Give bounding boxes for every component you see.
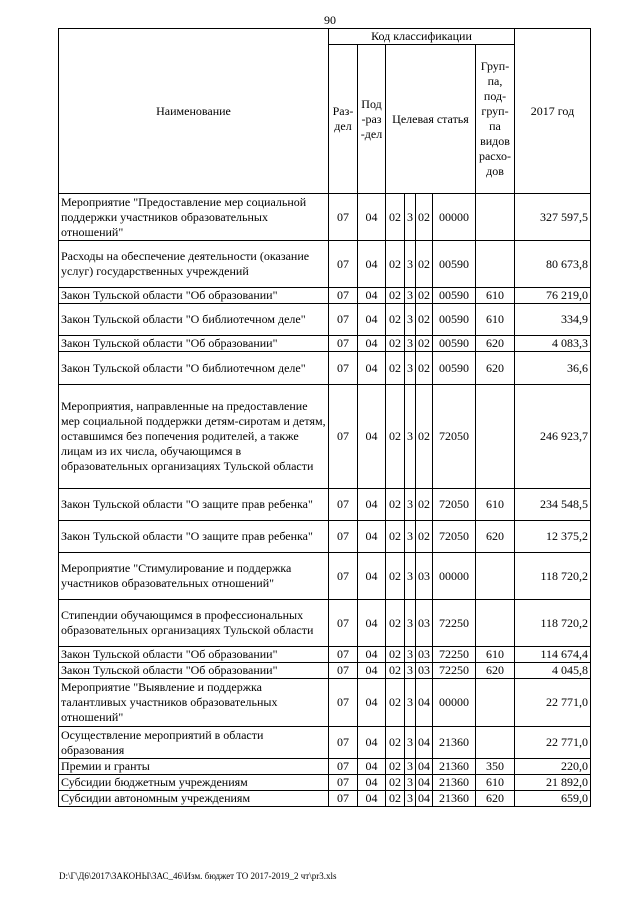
row-razdel: 07 xyxy=(329,759,358,775)
header-podrazdel-text: Под-раз-дел xyxy=(360,96,383,141)
row-target-type: 3 xyxy=(405,775,416,791)
row-target-direction: 00590 xyxy=(433,304,476,336)
row-target-direction: 21360 xyxy=(433,791,476,807)
table-row xyxy=(59,194,591,241)
row-razdel: 07 xyxy=(329,288,358,304)
row-podrazdel: 04 xyxy=(358,759,386,775)
table-row xyxy=(59,663,591,679)
row-target-program: 02 xyxy=(386,241,405,288)
row-podrazdel: 04 xyxy=(358,241,386,288)
row-target-program: 02 xyxy=(386,489,405,521)
row-sum: 21 892,0 xyxy=(515,775,591,791)
header-code: Код классификации xyxy=(329,29,515,45)
row-podrazdel: 04 xyxy=(358,489,386,521)
row-name: Расходы на обеспечение деятельности (оказание услуг) государственных учреждений xyxy=(59,241,329,288)
row-name: Мероприятие "Стимулирование и поддержка участников образовательных отношений" xyxy=(59,553,329,600)
row-target-type: 3 xyxy=(405,791,416,807)
row-target-direction: 21360 xyxy=(433,775,476,791)
row-podrazdel: 04 xyxy=(358,288,386,304)
row-name: Мероприятие "Предоставление мер социальной поддержки участников образовательных отношений" xyxy=(59,194,329,241)
row-group: 350 xyxy=(476,759,515,775)
row-sum: 246 923,7 xyxy=(515,385,591,489)
row-target-type: 3 xyxy=(405,304,416,336)
row-target-event: 02 xyxy=(416,385,433,489)
row-group xyxy=(476,553,515,600)
header-podrazdel xyxy=(358,45,386,194)
row-podrazdel: 04 xyxy=(358,647,386,663)
budget-table xyxy=(58,28,591,807)
row-sum: 234 548,5 xyxy=(515,489,591,521)
row-razdel: 07 xyxy=(329,194,358,241)
row-razdel: 07 xyxy=(329,647,358,663)
row-name: Мероприятия, направленные на предоставление мер социальной поддержки детям-сиротам и детям, оставшимся без попечения родителей, а также лицам из их числа, обучающимся в образовательных организациях Тульской области xyxy=(59,385,329,489)
row-target-event: 02 xyxy=(416,336,433,352)
row-group: 620 xyxy=(476,352,515,385)
table-row xyxy=(59,352,591,385)
row-target-type: 3 xyxy=(405,288,416,304)
row-razdel: 07 xyxy=(329,521,358,553)
row-podrazdel: 04 xyxy=(358,385,386,489)
row-target-event: 04 xyxy=(416,775,433,791)
row-target-type: 3 xyxy=(405,194,416,241)
table-row xyxy=(59,489,591,521)
row-group xyxy=(476,727,515,759)
row-target-type: 3 xyxy=(405,521,416,553)
row-target-event: 02 xyxy=(416,352,433,385)
row-target-direction: 00000 xyxy=(433,553,476,600)
row-group: 610 xyxy=(476,304,515,336)
row-target-event: 04 xyxy=(416,679,433,727)
row-sum: 118 720,2 xyxy=(515,600,591,647)
row-podrazdel: 04 xyxy=(358,304,386,336)
row-name: Закон Тульской области "Об образовании" xyxy=(59,647,329,663)
row-target-event: 03 xyxy=(416,663,433,679)
row-target-program: 02 xyxy=(386,791,405,807)
row-target-event: 02 xyxy=(416,194,433,241)
row-sum: 76 219,0 xyxy=(515,288,591,304)
row-sum: 114 674,4 xyxy=(515,647,591,663)
row-group xyxy=(476,385,515,489)
row-target-event: 02 xyxy=(416,241,433,288)
row-target-event: 03 xyxy=(416,553,433,600)
row-target-direction: 21360 xyxy=(433,759,476,775)
row-target-program: 02 xyxy=(386,352,405,385)
row-razdel: 07 xyxy=(329,304,358,336)
row-name: Закон Тульской области "О библиотечном деле" xyxy=(59,352,329,385)
row-target-direction: 72050 xyxy=(433,385,476,489)
row-name: Осуществление мероприятий в области образования xyxy=(59,727,329,759)
row-target-type: 3 xyxy=(405,352,416,385)
row-razdel: 07 xyxy=(329,385,358,489)
row-target-type: 3 xyxy=(405,336,416,352)
row-target-program: 02 xyxy=(386,663,405,679)
row-name: Субсидии автономным учреждениям xyxy=(59,791,329,807)
row-sum: 12 375,2 xyxy=(515,521,591,553)
row-sum: 659,0 xyxy=(515,791,591,807)
row-podrazdel: 04 xyxy=(358,352,386,385)
row-target-event: 02 xyxy=(416,288,433,304)
page-number: 90 xyxy=(324,13,336,27)
row-target-type: 3 xyxy=(405,385,416,489)
row-group: 620 xyxy=(476,791,515,807)
row-target-type: 3 xyxy=(405,663,416,679)
row-name: Закон Тульской области "О библиотечном деле" xyxy=(59,304,329,336)
row-target-type: 3 xyxy=(405,600,416,647)
row-target-program: 02 xyxy=(386,304,405,336)
table-row xyxy=(59,679,591,727)
row-target-program: 02 xyxy=(386,727,405,759)
row-target-direction: 72250 xyxy=(433,600,476,647)
row-group: 610 xyxy=(476,647,515,663)
row-target-event: 04 xyxy=(416,727,433,759)
row-target-program: 02 xyxy=(386,679,405,727)
row-name: Закон Тульской области "Об образовании" xyxy=(59,336,329,352)
row-sum: 118 720,2 xyxy=(515,553,591,600)
row-target-type: 3 xyxy=(405,489,416,521)
row-target-event: 04 xyxy=(416,759,433,775)
row-target-direction: 00590 xyxy=(433,241,476,288)
row-target-direction: 00590 xyxy=(433,336,476,352)
row-razdel: 07 xyxy=(329,241,358,288)
table-row xyxy=(59,727,591,759)
row-name: Закон Тульской области "Об образовании" xyxy=(59,288,329,304)
row-target-direction: 00000 xyxy=(433,194,476,241)
row-razdel: 07 xyxy=(329,727,358,759)
row-target-type: 3 xyxy=(405,553,416,600)
row-target-type: 3 xyxy=(405,647,416,663)
row-group: 610 xyxy=(476,489,515,521)
table-row xyxy=(59,791,591,807)
row-podrazdel: 04 xyxy=(358,521,386,553)
row-sum: 4 045,8 xyxy=(515,663,591,679)
row-razdel: 07 xyxy=(329,663,358,679)
row-target-program: 02 xyxy=(386,553,405,600)
table-row xyxy=(59,385,591,489)
row-target-direction: 72250 xyxy=(433,647,476,663)
row-razdel: 07 xyxy=(329,352,358,385)
row-sum: 80 673,8 xyxy=(515,241,591,288)
table-row xyxy=(59,336,591,352)
table-row xyxy=(59,775,591,791)
row-podrazdel: 04 xyxy=(358,553,386,600)
row-name: Закон Тульской области "Об образовании" xyxy=(59,663,329,679)
table-body xyxy=(59,194,591,807)
row-group xyxy=(476,679,515,727)
row-razdel: 07 xyxy=(329,775,358,791)
row-group xyxy=(476,600,515,647)
row-razdel: 07 xyxy=(329,489,358,521)
header-razdel xyxy=(329,45,358,194)
row-target-event: 02 xyxy=(416,489,433,521)
row-razdel: 07 xyxy=(329,679,358,727)
row-target-direction: 21360 xyxy=(433,727,476,759)
table-row xyxy=(59,241,591,288)
header-razdel-text: Раз-дел xyxy=(332,104,354,133)
row-target-program: 02 xyxy=(386,385,405,489)
row-razdel: 07 xyxy=(329,553,358,600)
header-year: 2017 год xyxy=(515,29,591,194)
row-podrazdel: 04 xyxy=(358,791,386,807)
row-target-program: 02 xyxy=(386,775,405,791)
row-target-event: 03 xyxy=(416,647,433,663)
row-target-program: 02 xyxy=(386,194,405,241)
row-group: 610 xyxy=(476,775,515,791)
row-razdel: 07 xyxy=(329,336,358,352)
header-group xyxy=(476,45,515,194)
row-target-direction: 00000 xyxy=(433,679,476,727)
row-razdel: 07 xyxy=(329,600,358,647)
table-row xyxy=(59,759,591,775)
row-target-program: 02 xyxy=(386,521,405,553)
row-sum: 220,0 xyxy=(515,759,591,775)
row-target-type: 3 xyxy=(405,679,416,727)
row-name: Закон Тульской области "О защите прав ребенка" xyxy=(59,489,329,521)
table-row xyxy=(59,288,591,304)
row-target-direction: 00590 xyxy=(433,352,476,385)
row-target-type: 3 xyxy=(405,727,416,759)
table-row xyxy=(59,521,591,553)
row-target-program: 02 xyxy=(386,288,405,304)
table-row xyxy=(59,304,591,336)
header-name: Наименование xyxy=(59,29,329,194)
row-target-direction: 72050 xyxy=(433,521,476,553)
row-podrazdel: 04 xyxy=(358,775,386,791)
row-name: Стипендии обучающимся в профессиональных образовательных организациях Тульской области xyxy=(59,600,329,647)
row-name: Закон Тульской области "О защите прав ребенка" xyxy=(59,521,329,553)
row-podrazdel: 04 xyxy=(358,727,386,759)
row-name: Субсидии бюджетным учреждениям xyxy=(59,775,329,791)
row-sum: 334,9 xyxy=(515,304,591,336)
row-group xyxy=(476,241,515,288)
row-group: 620 xyxy=(476,336,515,352)
row-razdel: 07 xyxy=(329,791,358,807)
row-target-program: 02 xyxy=(386,759,405,775)
table-row xyxy=(59,553,591,600)
row-podrazdel: 04 xyxy=(358,194,386,241)
row-target-program: 02 xyxy=(386,647,405,663)
row-podrazdel: 04 xyxy=(358,663,386,679)
row-target-direction: 72050 xyxy=(433,489,476,521)
row-target-type: 3 xyxy=(405,759,416,775)
row-target-type: 3 xyxy=(405,241,416,288)
row-target-event: 02 xyxy=(416,521,433,553)
row-podrazdel: 04 xyxy=(358,679,386,727)
row-name: Мероприятие "Выявление и поддержка талантливых участников образовательных отношений" xyxy=(59,679,329,727)
row-sum: 22 771,0 xyxy=(515,679,591,727)
header-group-text: Груп-па, под-груп-па видов расхо-дов xyxy=(478,59,512,178)
row-sum: 4 083,3 xyxy=(515,336,591,352)
file-path-footer: D:\Г\Д6\2017\ЗАКОНЫ\ЗАС_46\Изм. бюджет ТО 2017-2019_2 чт\pr3.xls xyxy=(59,871,337,881)
row-sum: 36,6 xyxy=(515,352,591,385)
row-target-program: 02 xyxy=(386,600,405,647)
row-target-event: 02 xyxy=(416,304,433,336)
table-row xyxy=(59,647,591,663)
row-podrazdel: 04 xyxy=(358,600,386,647)
row-target-event: 03 xyxy=(416,600,433,647)
row-target-program: 02 xyxy=(386,336,405,352)
table-row xyxy=(59,600,591,647)
row-group: 620 xyxy=(476,521,515,553)
row-target-direction: 72250 xyxy=(433,663,476,679)
row-target-direction: 00590 xyxy=(433,288,476,304)
header-target: Целевая статья xyxy=(386,45,476,194)
row-podrazdel: 04 xyxy=(358,336,386,352)
row-name: Премии и гранты xyxy=(59,759,329,775)
row-group xyxy=(476,194,515,241)
row-target-event: 04 xyxy=(416,791,433,807)
row-sum: 327 597,5 xyxy=(515,194,591,241)
row-group: 620 xyxy=(476,663,515,679)
row-sum: 22 771,0 xyxy=(515,727,591,759)
row-group: 610 xyxy=(476,288,515,304)
